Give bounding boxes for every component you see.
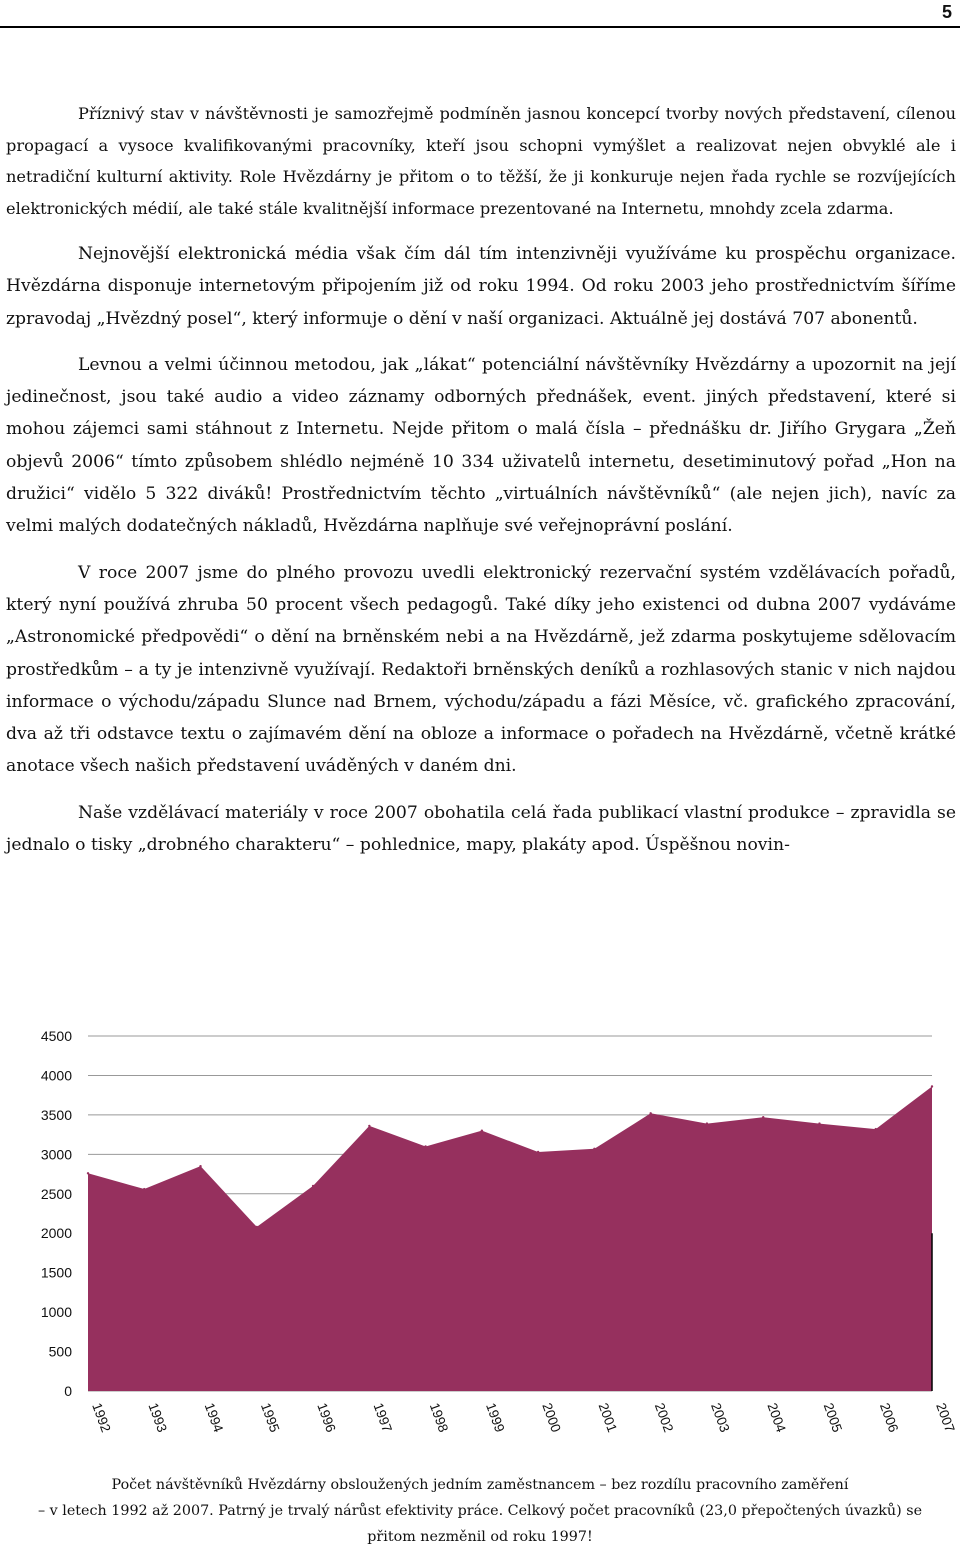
y-tick-label: 2000	[40, 1225, 72, 1242]
x-tick-label: 1998	[426, 1400, 452, 1435]
y-tick-label: 3000	[40, 1146, 72, 1163]
caption-line-2: – v letech 1992 až 2007. Patrný je trvalý nárůst efektivity práce. Celkový počet pracovníků (23,0 přepočtených úvazků) se	[37, 1503, 923, 1519]
x-tick-label: 1996	[314, 1400, 339, 1435]
data-point	[931, 1085, 933, 1087]
x-tick-label: 1997	[370, 1400, 395, 1435]
y-tick-label: 1500	[40, 1264, 72, 1281]
data-point	[368, 1125, 370, 1127]
data-point	[593, 1148, 595, 1150]
page-header	[0, 0, 960, 28]
x-tick-label: 2005	[820, 1400, 846, 1435]
data-point	[818, 1122, 820, 1124]
paragraph-3: Levnou a velmi účinnou metodou, jak „lákat“ potenciální návštěvníky Hvězdárny a upozornit na její jedinečnost, jsou také audio a video záznamy odborných přednášek, event. jiných představení, které si mohou zájemci sami stáhnout z Internetu. Nejde přitom o malá čísla – přednášku dr. Jiřího Grygara „Žeň objevů 2006“ tímto způsobem shlédlo nejméně 10 334 uživatelů internetu, desetiminutový pořad „Hon na družici“ vidělo 5 322 diváků! Prostřednictvím těchto „virtuálních návštěvníků“ (ale nejen jich), navíc za velmi malých dodatečných nákladů, Hvězdárna naplňuje své veřejnoprávní poslání.	[6, 354, 956, 537]
data-point	[537, 1151, 539, 1153]
data-point	[312, 1185, 314, 1187]
data-point	[424, 1145, 426, 1147]
page-number: 5	[941, 2, 952, 22]
caption-line-1: Počet návštěvníků Hvězdárny obsloužených jedním zaměstnancem – bez rozdílu pracovního zaměření	[111, 1477, 849, 1493]
y-tick-label: 2500	[40, 1185, 72, 1202]
paragraph-4: V roce 2007 jsme do plného provozu uvedli elektronický rezervační systém vzdělávacích pořadů, který nyní používá zhruba 50 procent všech pedagogů. Také díky jeho existenci od dubna 2007 vydáváme „Astronomické předpovědi“ o dění na brněnském nebi a na Hvězdárně, jež zdarma poskytujeme sdělovacím prostředkům – a ty je intenzivně využívají. Redaktoři brněnských deníků a rozhlasových stanic v nich najdou informace o východu/západu Slunce nad Brnem, východu/západu a fázi Měsíce, vč. grafického zpracování, dva až tři odstavce textu o zajímavém dění na obloze a informace o pořadech na Hvězdárně, včetně krátké anotace všech našich představení uváděných v daném dni.	[6, 562, 956, 777]
y-tick-label: 500	[48, 1343, 72, 1360]
visitors-chart	[0, 1020, 960, 1460]
caption-line-3: přitom nezměnil od roku 1997!	[367, 1529, 593, 1545]
x-tick-label: 2001	[595, 1400, 620, 1435]
x-tick-label: 2002	[651, 1400, 677, 1435]
data-point	[199, 1165, 201, 1167]
y-tick-label: 1000	[40, 1304, 72, 1321]
x-tick-label: 2007	[933, 1400, 958, 1435]
data-point	[87, 1172, 89, 1174]
paragraph-2: Nejnovější elektronická média však čím dál tím intenzivněji využíváme ku prospěchu organizace. Hvězdárna disponuje internetovým připojením již od roku 1994. Od roku 2003 jeho prostřednictvím šíříme zpravodaj „Hvězdný posel“, který informuje o dění v naší organizaci. Aktuálně jej dostává 707 abonentů.	[6, 244, 956, 329]
data-point	[649, 1112, 651, 1114]
y-tick-label: 4500	[40, 1028, 72, 1044]
data-point	[143, 1188, 145, 1190]
x-tick-label: 2006	[876, 1400, 902, 1435]
x-tick-label: 1995	[257, 1400, 283, 1435]
paragraph-5: Naše vzdělávací materiály v roce 2007 obohatila celá řada publikací vlastní produkce – zpravidla se jednalo o tisky „drobného charakteru“ – pohlednice, mapy, plakáty apod. Úspěšnou novin-	[6, 802, 956, 856]
x-tick-label: 1992	[89, 1400, 114, 1435]
x-tick-label: 2004	[764, 1400, 789, 1435]
x-tick-label: 2000	[539, 1400, 564, 1435]
data-point	[256, 1226, 258, 1228]
data-point	[875, 1128, 877, 1130]
data-point	[762, 1116, 764, 1118]
paragraph-1: Příznivý stav v návštěvnosti je samozřejmě podmíněn jasnou koncepcí tvorby nových představení, cílenou propagací a vysoce kvalifikovanými pracovníky, kteří jsou schopni vymýšlet a realizovat nejen obvyklé ale i netradiční kulturní aktivity. Role Hvězdárny je přitom o to těžší, že ji konkuruje nejen řada rychle se rozvíjejících elektronických médií, ale také stále kvalitnější informace prezentované na Internetu, mnohdy zcela zdarma.	[6, 104, 956, 218]
x-tick-label: 2003	[708, 1400, 733, 1435]
data-point	[706, 1122, 708, 1124]
x-tick-label: 1994	[201, 1400, 227, 1435]
y-tick-label: 0	[64, 1383, 72, 1399]
series-area	[88, 1086, 932, 1391]
body-text	[6, 98, 956, 861]
y-tick-label: 3500	[40, 1106, 72, 1123]
x-tick-label: 1999	[483, 1400, 508, 1435]
x-tick-label: 1993	[145, 1400, 170, 1435]
chart-caption	[20, 1472, 940, 1550]
data-point	[481, 1129, 483, 1131]
y-tick-label: 4000	[40, 1067, 72, 1084]
visitors-chart-svg	[0, 1020, 960, 1460]
